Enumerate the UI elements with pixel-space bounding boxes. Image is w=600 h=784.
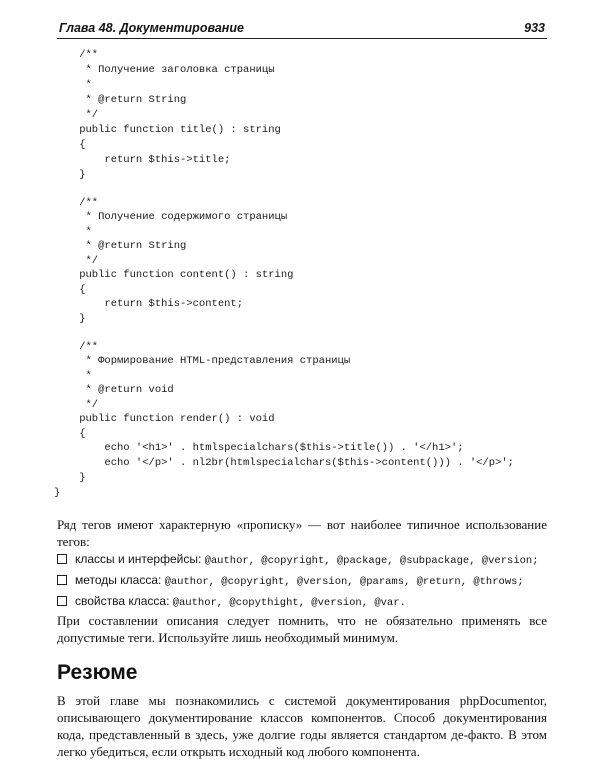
code-line: /** [54,341,99,353]
code-line: } [54,487,61,499]
bullet-tags: @author, @copyright, @package, @subpackage, @version; [204,555,539,567]
code-line: */ [54,255,99,267]
summary-paragraph: В этой главе мы познакомились с системой документирования phpDocumentor, описывающего документирование классов компонентов. Способ документирования кода, представленный в здесь, уже долгие годы является стандартом де-факто. В этом легко убедиться, если открыть исходный код любого компонента. [57,693,547,759]
code-line: public function title() : string [54,124,281,136]
code-line: */ [54,109,99,121]
chapter-title: Глава 48. Документирование [59,21,244,35]
bullet-tags: @author, @copythight, @version, @var. [172,597,406,609]
code-line: public function content() : string [54,269,294,281]
code-line: echo '</p>' . nl2br(htmlspecialchars($this->content())) . '</p>'; [54,457,514,469]
running-header [57,18,547,39]
bullet-label: свойства класса: [75,594,170,608]
bullet-label: методы класса: [75,573,162,587]
code-line: * [54,370,92,382]
list-item [57,551,539,569]
code-line: * [54,226,92,238]
section-heading: Резюме [57,661,138,684]
code-line: } [54,169,86,181]
code-line: { [54,284,86,296]
page-number: 933 [524,21,545,35]
code-line: echo '<h1>' . htmlspecialchars($this->title()) . '</h1>'; [54,442,464,454]
code-line: /** [54,49,99,61]
code-line: */ [54,399,99,411]
code-line: } [54,472,86,484]
code-line: { [54,428,86,440]
code-line: /** [54,197,99,209]
bullet-tags: @author, @copyright, @version, @params, @return, @throws; [164,576,524,588]
checkbox-bullet-icon [57,596,67,606]
code-line: * @return String [54,240,187,252]
code-line: return $this->title; [54,154,231,166]
code-line: * Получение содержимого страницы [54,211,288,223]
code-line: * [54,79,92,91]
code-line: * @return String [54,94,187,106]
checkbox-bullet-icon [57,554,67,564]
checkbox-bullet-icon [57,575,67,585]
code-line: { [54,139,86,151]
note-paragraph: При составлении описания следует помнить, что не обязательно применять все допустимые теги. Используйте лишь необходимый минимум. [57,613,547,645]
code-line: * @return void [54,384,174,396]
code-line: return $this->content; [54,298,244,310]
list-item [57,572,524,590]
intro-paragraph: Ряд тегов имеют характерную «прописку» — вот наиболее типичное использование тегов: [57,517,547,549]
code-line: * Получение заголовка страницы [54,64,275,76]
code-line: public function render() : void [54,413,275,425]
bullet-label: классы и интерфейсы: [75,552,202,566]
code-line: * Формирование HTML-представления страницы [54,355,351,367]
code-line: } [54,313,86,325]
list-item [57,593,406,611]
